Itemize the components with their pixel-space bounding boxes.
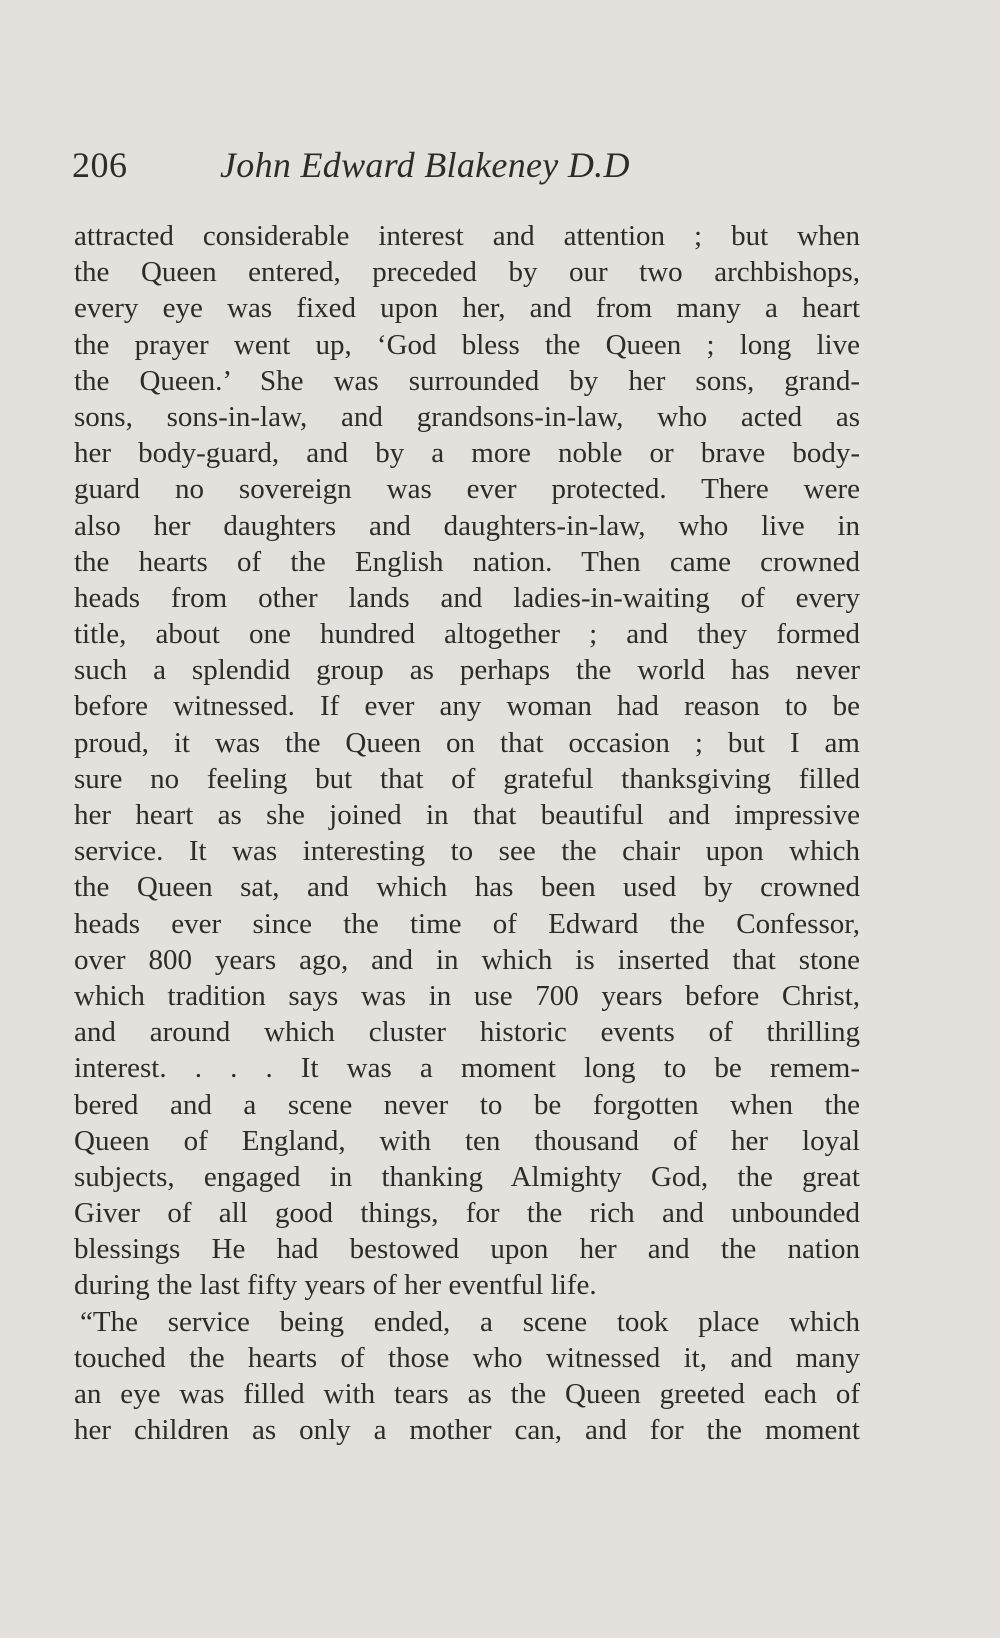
text-line: the prayer went up, ‘God bless the Queen ; long live [74,328,860,361]
text-line: attracted considerable interest and attention ; but when [74,220,860,252]
text-line: subjects, engaged in thanking Almighty God, the great [74,1160,860,1193]
text-line: such a splendid group as perhaps the world has never [74,654,860,687]
text-line: her body-guard, and by a more noble or brave body- [74,437,860,470]
text-line: the Queen.’ She was surrounded by her sons, grand- [74,364,860,397]
text-line: Giver of all good things, for the rich and unbounded [74,1197,860,1230]
running-title: John Edward Blakeney D.D [220,145,630,185]
text-line: bered and a scene never to be forgotten when the [74,1088,860,1121]
text-line: the Queen entered, preceded by our two archbishops, [74,256,860,289]
text-line: heads ever since the time of Edward the Confessor, [74,907,860,940]
body-text [74,218,860,1448]
text-line: blessings He had bestowed upon her and the nation [74,1233,860,1266]
text-line: and around which cluster historic events of thrilling [74,1016,860,1049]
text-line: Queen of England, with ten thousand of her loyal [74,1124,860,1157]
text-line: sure no feeling but that of grateful thanksgiving filled [74,762,860,795]
text-line: heads from other lands and ladies-in-waiting of every [74,581,860,614]
text-line: which tradition says was in use 700 years before Christ, [74,979,860,1012]
text-line: over 800 years ago, and in which is inserted that stone [74,943,860,976]
text-line: proud, it was the Queen on that occasion ; but I am [74,726,860,759]
page-number: 206 [72,145,128,185]
text-line: also her daughters and daughters-in-law, who live in [74,509,860,542]
text-line: sons, sons-in-law, and grandsons-in-law, who acted as [74,400,860,433]
text-line: title, about one hundred altogether ; and they formed [74,618,860,651]
text-line: every eye was fixed upon her, and from many a heart [74,292,860,325]
text-line: an eye was filled with tears as the Queen greeted each of [74,1378,860,1410]
text-line: her heart as she joined in that beautiful and impressive [74,799,860,831]
text-line: interest. . . . It was a moment long to be remem- [74,1052,860,1085]
text-line: the Queen sat, and which has been used by crowned [74,871,860,904]
text-line: guard no sovereign was ever protected. There were [74,473,860,506]
text-line: during the last fifty years of her eventful life. [74,1269,597,1302]
text-line: service. It was interesting to see the chair upon which [74,835,860,868]
page-header [70,140,870,190]
text-line: the hearts of the English nation. Then came crowned [74,545,860,578]
text-line: before witnessed. If ever any woman had reason to be [74,690,860,723]
text-line: her children as only a mother can, and for the moment [74,1414,860,1447]
text-line: touched the hearts of those who witnessed it, and many [74,1341,860,1374]
text-line: “The service being ended, a scene took place which [80,1305,860,1338]
